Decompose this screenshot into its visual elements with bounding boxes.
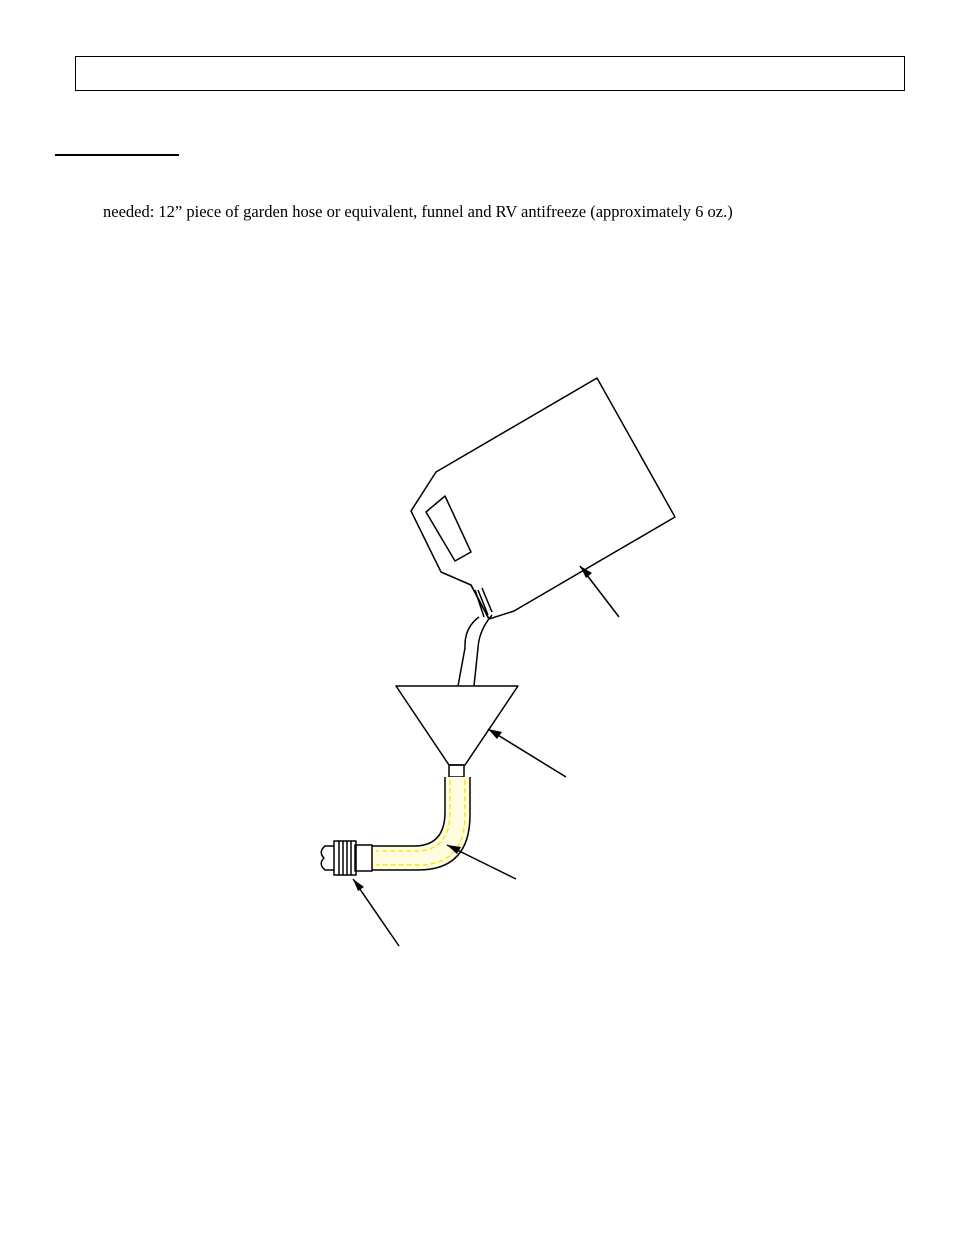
antifreeze-stream-left [458, 617, 479, 686]
garden-hose-piece [372, 777, 470, 870]
hose-fill [372, 777, 470, 870]
antifreeze-stream-right [474, 615, 492, 686]
jug-outline [411, 378, 675, 619]
hose-connector [321, 841, 372, 875]
funnel-leader [488, 729, 566, 777]
jug-handle-opening [426, 496, 471, 561]
antifreeze-jug [411, 378, 675, 619]
funnel [396, 686, 518, 777]
materials-needed-text: needed: 12” piece of garden hose or equivalent, funnel and RV antifreeze (approximately 6 oz.) [103, 202, 733, 221]
jug-spout [471, 585, 492, 619]
pipe-break [321, 846, 334, 870]
